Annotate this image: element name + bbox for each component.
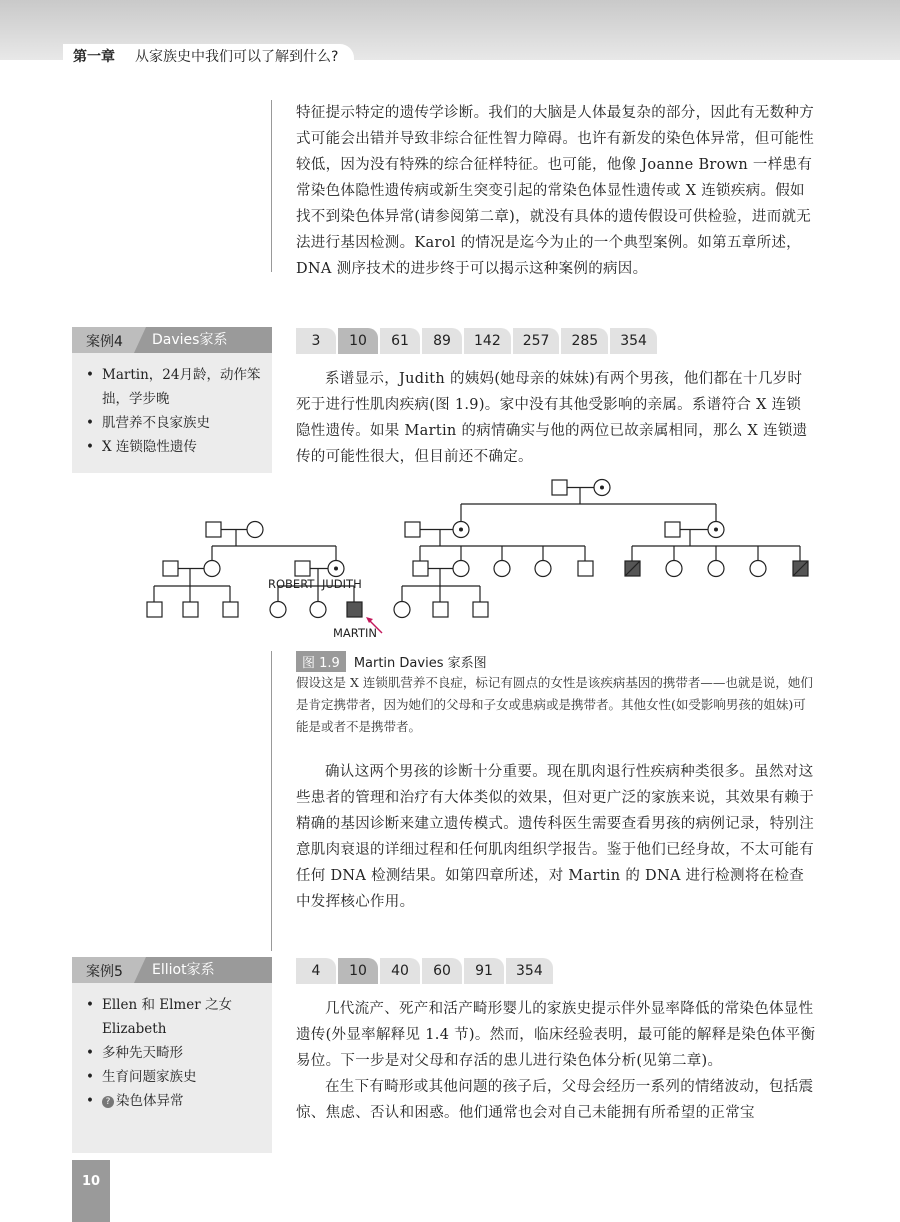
pedigree-male [552, 480, 567, 495]
page-ref[interactable]: 3 [296, 328, 336, 354]
figure-label: 图 1.9 [296, 651, 346, 672]
pedigree-female [453, 561, 469, 577]
pedigree-female [494, 561, 510, 577]
case5-header [72, 957, 272, 983]
page-ref[interactable]: 40 [380, 958, 420, 984]
martin-symbol [347, 602, 362, 617]
case5-bullet: • Ellen 和 Elmer 之女 Elizabeth [86, 993, 264, 1041]
chapter-header [63, 44, 354, 68]
pedigree-male [223, 602, 238, 617]
carrier-dot [459, 528, 463, 532]
pedigree-male [473, 602, 488, 617]
question-icon: ? [102, 1096, 114, 1108]
page-ref[interactable]: 285 [561, 328, 608, 354]
case4-discussion-text: 确认这两个男孩的诊断十分重要。现在肌肉退行性疾病种类很多。虽然对这些患者的管理和治疗有大体类似的效果，但对更广泛的家族来说，其效果有赖于精确的基因诊断来建立遗传模式。遗传科医生需要查看男孩的病例记录，特别注意肌肉衰退的详细过程和任何肌肉组织学报告。鉴于他们已经身故，不太可能有任何 DNA 检测结果。如第四章所述，对 Martin 的 DNA 进行检测将在检查中发挥核心作用。 [296, 764, 814, 910]
figure-note: 假设这是 X 连锁肌营养不良症，标记有圆点的女性是该疾病基因的携带者——也就是说，她们是肯定携带者，因为她们的父母和子女或患病或是携带者。其他女性(如受影响男孩的姐妹)可能是或者不是携带者。 [296, 675, 813, 734]
case5-bullet: • 生育问题家族史 [86, 1065, 264, 1089]
case5-summary [72, 983, 272, 1153]
pedigree-male [163, 561, 178, 576]
pedigree-female [247, 522, 263, 538]
pedigree-female [394, 602, 410, 618]
pedigree-female [310, 602, 326, 618]
figure-caption [296, 651, 487, 672]
label-robert: ROBERT [268, 577, 315, 591]
pedigree-male [147, 602, 162, 617]
pedigree-female [708, 561, 724, 577]
pedigree-male [206, 522, 221, 537]
case4-summary [72, 353, 272, 473]
page-ref[interactable]: 142 [464, 328, 511, 354]
case4-bullet: • 肌营养不良家族史 [86, 411, 264, 435]
case4-paragraph [296, 366, 816, 470]
case5-bullet-text: 染色体异常 [116, 1093, 184, 1109]
pedigree-female [204, 561, 220, 577]
intro-text: 特征提示特定的遗传学诊断。我们的大脑是人体最复杂的部分，因此有无数种方式可能会出错并导致非综合征性智力障碍。也许有新发的染色体异常，但可能性较低，因为没有特殊的综合征样特征。也可能，他像 Joanne Brown 一样患有常染色体隐性遗传病或新生突变引起的常染色体显性遗传或 X 连锁疾病。假如找不到染色体异常(请参阅第二章)，就没有具体的遗传假设可供检验，进而就无法进行基因检测。Karol 的情况是迄今为止的一个典型案例。如第五章所述，DNA 测序技术的进步终于可以揭示这种案例的病因。 [296, 105, 814, 277]
pedigree-chart [0, 470, 900, 650]
case5-number: 案例5 [86, 964, 123, 980]
case5-bullet: • 多种先天畸形 [86, 1041, 264, 1065]
pedigree-male [413, 561, 428, 576]
page-ref[interactable]: 354 [506, 958, 553, 984]
chapter-title: 从家族史中我们可以了解到什么? [135, 49, 339, 65]
margin-rule [271, 651, 272, 951]
pedigree-male [665, 522, 680, 537]
case5-name: Elliot家系 [146, 957, 272, 983]
pedigree-male [405, 522, 420, 537]
pedigree-male [578, 561, 593, 576]
margin-rule [271, 100, 272, 272]
case5-text [296, 996, 816, 1126]
label-martin: MARTIN [333, 626, 377, 640]
case4-text: 系谱显示，Judith 的姨妈(她母亲的妹妹)有两个男孩，他们都在十几岁时死于进行性肌肉疾病(图 1.9)。家中没有其他受影响的亲属。系谱符合 X 连锁隐性遗传。如果 Martin 的病情确实与他的两位已故亲属相同，那么 X 连锁遗传的可能性很大，但目前还不确定。 [296, 371, 808, 465]
pedigree-female [750, 561, 766, 577]
case4-page-refs [296, 328, 657, 354]
page-ref[interactable]: 91 [464, 958, 504, 984]
page-number: 10 [72, 1160, 110, 1222]
page-ref-current[interactable]: 10 [338, 958, 378, 984]
carrier-dot [714, 528, 718, 532]
case4-number: 案例4 [86, 334, 123, 350]
pedigree-male [183, 602, 198, 617]
case4-discussion [296, 759, 816, 915]
page-ref[interactable]: 89 [422, 328, 462, 354]
case4-bullet: • X 连锁隐性遗传 [86, 435, 264, 459]
carrier-dot [334, 567, 338, 571]
case5-paragraph: 在生下有畸形或其他问题的孩子后，父母会经历一系列的情绪波动，包括震惊、焦虑、否认和困惑。他们通常也会对自己未能拥有所希望的正常宝 [296, 1079, 814, 1121]
page-ref[interactable]: 4 [296, 958, 336, 984]
figure-title: Martin Davies 家系图 [353, 656, 487, 671]
page-ref[interactable]: 257 [513, 328, 560, 354]
pedigree-female [666, 561, 682, 577]
pedigree-female [270, 602, 286, 618]
page-ref[interactable]: 61 [380, 328, 420, 354]
page-ref[interactable]: 354 [610, 328, 657, 354]
robert-symbol [295, 561, 310, 576]
carrier-dot [600, 486, 604, 490]
case5-paragraph: 几代流产、死产和活产畸形婴儿的家族史提示伴外显率降低的常染色体显性遗传(外显率解释见 1.4 节)。然而，临床经验表明，最可能的解释是染色体平衡易位。下一步是对父母和存活的患儿进行染色体分析(见第二章)。 [296, 1001, 816, 1069]
case4-header [72, 327, 272, 353]
pedigree-male [433, 602, 448, 617]
chapter-number: 第一章 [73, 49, 115, 65]
case4-name: Davies家系 [146, 327, 272, 353]
case5-page-refs [296, 958, 553, 984]
pedigree-female [535, 561, 551, 577]
label-judith: JUDITH [322, 577, 362, 591]
case5-bullet-question [86, 1089, 264, 1113]
page-ref[interactable]: 60 [422, 958, 462, 984]
intro-paragraph [296, 100, 816, 282]
page-ref-current[interactable]: 10 [338, 328, 378, 354]
case4-bullet: • Martin，24月龄，动作笨拙，学步晚 [86, 363, 264, 411]
